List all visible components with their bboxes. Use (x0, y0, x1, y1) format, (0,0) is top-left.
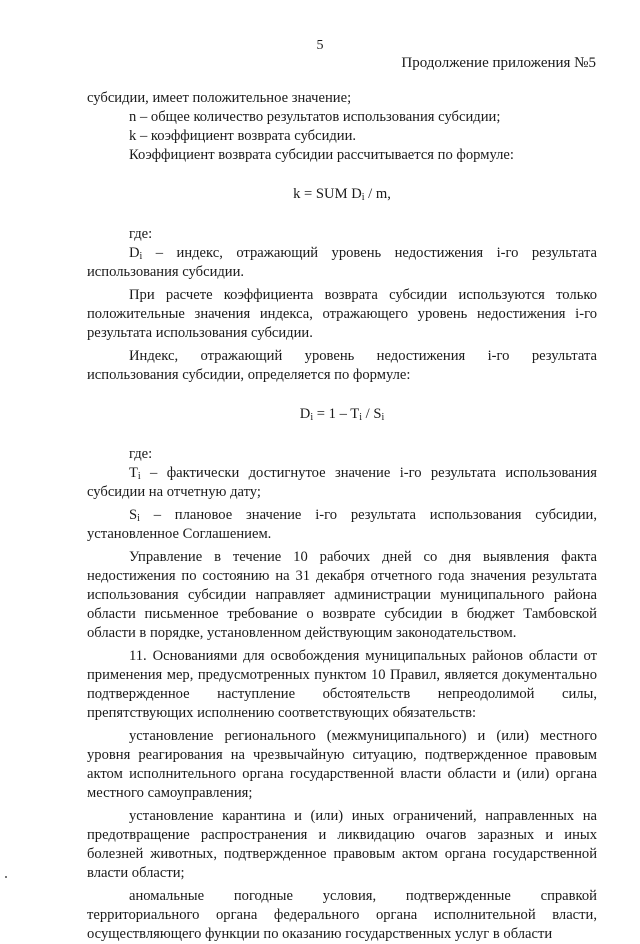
scan-speck (5, 876, 7, 878)
symbol-subscript: i (139, 251, 143, 262)
text-line: n – общее количество результатов использования субсидии; (129, 109, 501, 125)
definition-di (87, 244, 597, 282)
symbol: D (129, 245, 140, 261)
where-label: где: (129, 226, 153, 242)
text-line: k – коэффициент возврата субсидии. (129, 128, 357, 144)
symbol: T (129, 465, 138, 481)
paragraph: установление регионального (межмуниципального) и (или) местного уровня реагирования на чрезвычайную ситуацию, подтвержденное правовым актом исполнительного органа государственной власти области и (или) органа местного самоуправления; (87, 728, 597, 801)
page-number: 5 (316, 38, 324, 53)
text-line: субсидии, имеет положительное значение; (87, 90, 352, 106)
definition-si (87, 506, 597, 544)
formula-part: D (299, 406, 311, 422)
formula-subscript: i (361, 192, 365, 203)
formula-index (87, 405, 597, 424)
formula-part: / S (361, 406, 382, 422)
paragraph: При расчете коэффициента возврата субсидии используются только положительные значения индекса, отражающего уровень недостижения i-го результата использования субсидии. (87, 287, 597, 341)
formula-part: k = SUM D (293, 186, 362, 202)
appendix-header: Продолжение приложения №5 (401, 55, 596, 71)
document-body (87, 89, 597, 944)
paragraph-11: 11. Основаниями для освобождения муниципальных районов области от применения мер, предусмотренных пунктом 10 Правил, является документально подтвержденное наступление обстоятельств непреодолимой силы, препятствующих исполнению соответствующих обязательств: (87, 648, 597, 721)
formula-return-coefficient (87, 185, 597, 204)
paragraph: Управление в течение 10 рабочих дней со дня выявления факта недостижения по состоянию на 31 декабря отчетного года значения результата использования субсидии направляет администрации муниципального района области письменное требование о возврате субсидии в бюджет Тамбовской области в порядке, установленном действующим законодательством. (87, 549, 597, 641)
formula-part: / m, (364, 186, 391, 202)
formula-subscript: i (310, 412, 314, 423)
formula-subscript: i (381, 412, 385, 423)
definition-text: – фактически достигнутое значение i-го результата использования субсидии на отчетную дату; (87, 465, 597, 500)
definition-text: – индекс, отражающий уровень недостижения i-го результата использования субсидии. (87, 245, 597, 280)
paragraph: Индекс, отражающий уровень недостижения i-го результата использования субсидии, определяется по формуле: (87, 348, 597, 383)
symbol-subscript: i (137, 471, 141, 482)
text-line: Коэффициент возврата субсидии рассчитывается по формуле: (129, 147, 514, 163)
formula-subscript: i (359, 412, 362, 423)
definition-ti (87, 464, 597, 502)
symbol-subscript: i (137, 513, 140, 524)
where-label: где: (129, 446, 153, 462)
symbol: S (129, 507, 138, 523)
formula-part: = 1 – T (313, 406, 360, 422)
paragraph: установление карантина и (или) иных ограничений, направленных на предотвращение распространения и ликвидацию очагов заразных и иных болезней животных, подтвержденное правовым актом органа государственной власти области; (87, 808, 597, 881)
paragraph: аномальные погодные условия, подтвержденные справкой территориального органа федерального органа исполнительной власти, осуществляющего функции по оказанию государственных услуг в области (87, 888, 597, 942)
definition-text: – плановое значение i-го результата использования субсидии, установленное Соглашением. (87, 507, 597, 542)
